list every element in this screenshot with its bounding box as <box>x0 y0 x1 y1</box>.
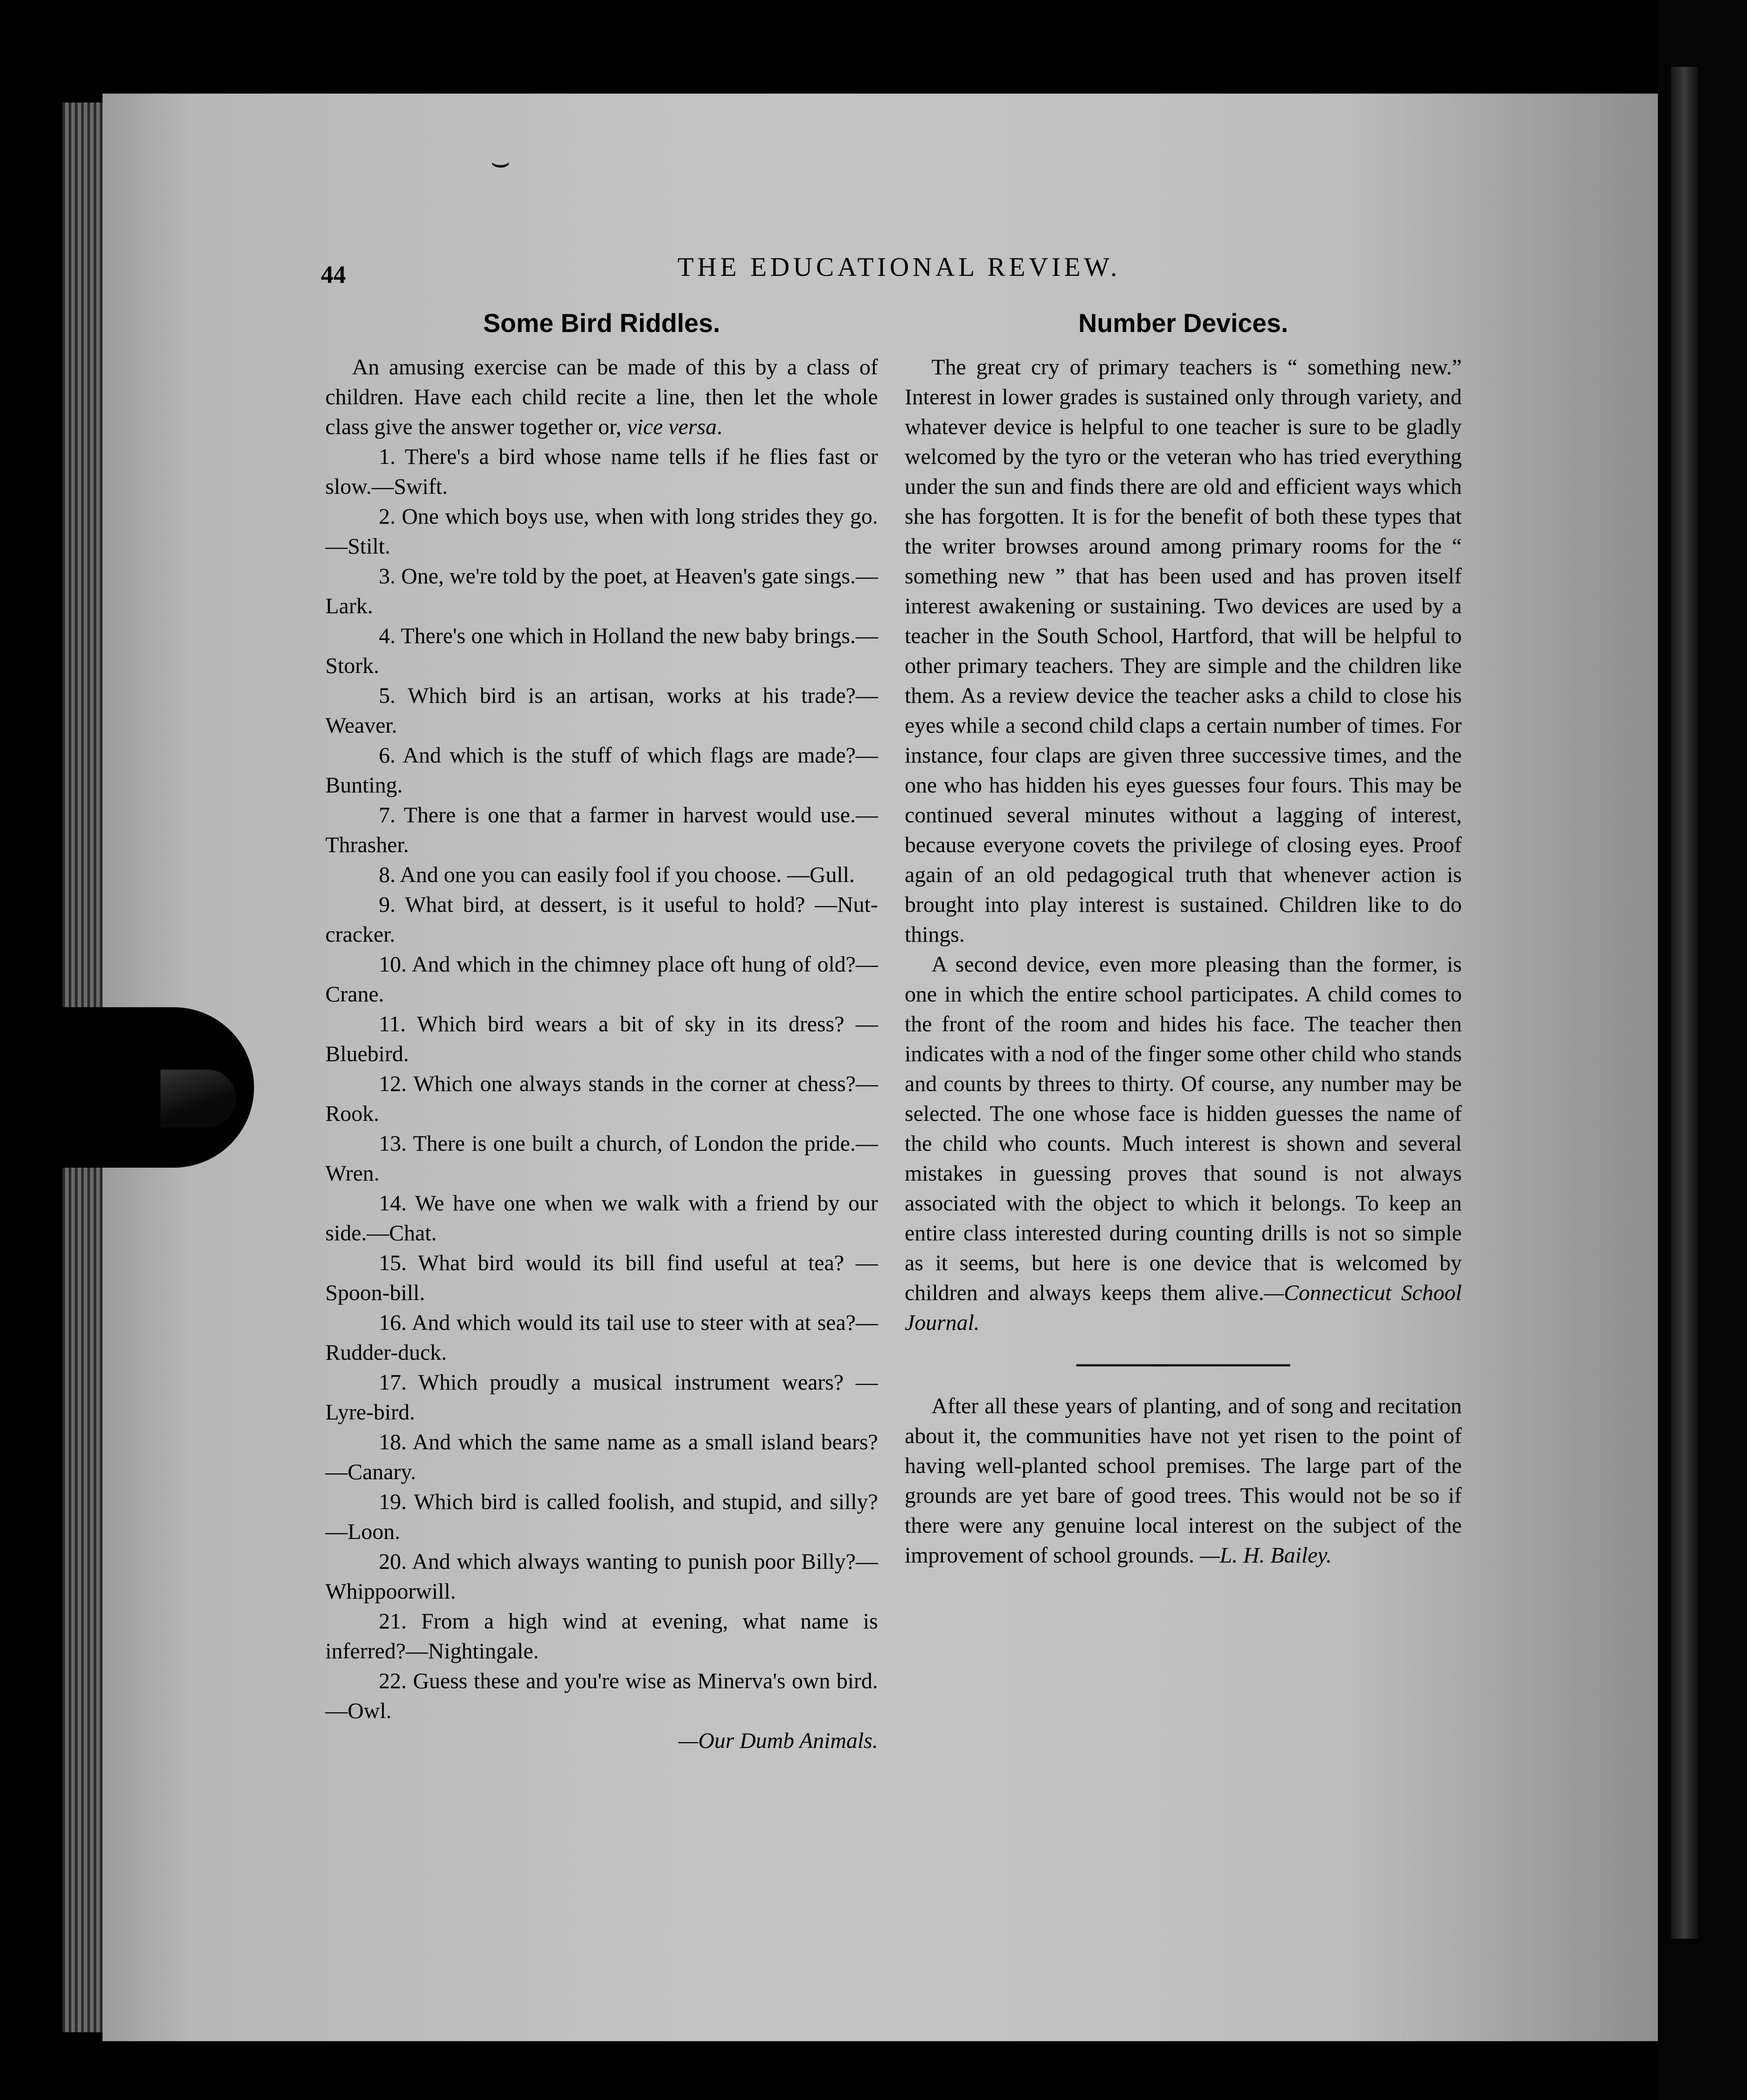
riddle-item <box>325 681 878 740</box>
riddle-text: Which bird is called foolish, and stupid, and silly?—Loon. <box>325 1489 878 1544</box>
riddle-number: 8. <box>379 862 396 887</box>
article-paragraph <box>905 949 1462 1337</box>
riddle-item <box>325 621 878 681</box>
article-title: Some Bird Riddles. <box>483 309 720 338</box>
next-page-edge <box>1671 67 1698 1939</box>
riddle-text: Which one always stands in the corner at chess?—Rook. <box>325 1071 878 1126</box>
riddle-number: 12. <box>379 1071 407 1096</box>
riddle-text: One which boys use, when with long strides they go.—Stilt. <box>325 504 878 558</box>
riddle-number: 10. <box>379 952 407 976</box>
riddle-text: Which bird wears a bit of sky in its dress? —Bluebird. <box>325 1011 878 1066</box>
riddle-text: There is one built a church, of London the pride.—Wren. <box>325 1131 878 1185</box>
riddle-item <box>325 740 878 800</box>
right-page-gutter <box>1658 0 1747 2100</box>
bird-riddles-article <box>325 308 878 1755</box>
riddle-item <box>325 1069 878 1128</box>
riddle-number: 4. <box>379 623 396 648</box>
riddle-number: 6. <box>379 742 396 767</box>
riddle-text: Which bird is an artisan, works at his trade?—Weaver. <box>325 683 878 738</box>
riddle-text: One, we're told by the poet, at Heaven's gate sings.—Lark. <box>325 563 878 618</box>
riddle-item <box>325 860 878 890</box>
riddle-list <box>325 442 878 1726</box>
article-title: Number Devices. <box>1078 309 1288 338</box>
closing-note-text: After all these years of planting, and of song and recitation about it, the communities have not yet risen to the point of having well-planted school premises. The large part of the grounds are yet bare of good trees. This would not be so if there were any genuine local interest on the subject of the improvement of school grounds. <box>905 1393 1462 1567</box>
number-devices-article <box>905 308 1462 1570</box>
riddle-number: 16. <box>379 1310 407 1335</box>
riddle-number: 15. <box>379 1250 407 1275</box>
intro-text: An amusing exercise can be made of this by a class of children. Have each child recite a line, then let the whole class give the answer together or, <box>325 354 878 439</box>
riddle-item <box>325 1128 878 1188</box>
riddle-text: And which always wanting to punish poor Billy?—Whippoorwill. <box>325 1549 878 1604</box>
article-source: —Connecticut School Journal. <box>905 1280 1462 1335</box>
riddle-item <box>325 890 878 949</box>
riddle-number: 22. <box>379 1668 407 1693</box>
riddle-item <box>325 1009 878 1069</box>
closing-note-source: —L. H. Bailey. <box>1200 1542 1332 1567</box>
riddle-text: And which would its tail use to steer with at sea?—Rudder-duck. <box>325 1310 878 1365</box>
riddle-text: There's a bird whose name tells if he flies fast or slow.—Swift. <box>325 444 878 499</box>
riddle-number: 9. <box>379 892 396 917</box>
riddle-number: 20. <box>379 1549 407 1574</box>
riddle-item <box>325 1367 878 1427</box>
riddle-number: 18. <box>379 1429 407 1454</box>
riddle-item <box>325 442 878 501</box>
riddle-item <box>325 1606 878 1666</box>
riddle-number: 17. <box>379 1370 407 1395</box>
riddle-text: Guess these and you're wise as Minerva's own bird.—Owl. <box>325 1668 878 1723</box>
riddle-text: There's one which in Holland the new baby brings.—Stork. <box>325 623 878 678</box>
riddle-number: 2. <box>379 504 396 529</box>
riddle-number: 14. <box>379 1190 407 1215</box>
riddle-text: There is one that a farmer in harvest would use.—Thrasher. <box>325 802 878 857</box>
riddle-item <box>325 1427 878 1487</box>
riddle-text: And which the same name as a small island bears?—Canary. <box>325 1429 878 1484</box>
riddle-text: From a high wind at evening, what name is inferred?—Nightingale. <box>325 1608 878 1663</box>
riddle-number: 19. <box>379 1489 407 1514</box>
riddle-number: 1. <box>379 444 396 469</box>
riddle-text: We have one when we walk with a friend by our side.—Chat. <box>325 1190 878 1245</box>
riddle-number: 21. <box>379 1608 407 1633</box>
riddle-text: Which proudly a musical instrument wears? —Lyre-bird. <box>325 1370 878 1424</box>
closing-note <box>905 1391 1462 1570</box>
riddle-text: What bird would its bill find useful at tea? —Spoon-bill. <box>325 1250 878 1305</box>
intro-end: . <box>717 414 722 439</box>
riddle-number: 5. <box>379 683 396 708</box>
riddle-item <box>325 800 878 860</box>
riddle-number: 11. <box>379 1011 406 1036</box>
article-paragraph: The great cry of primary teachers is “ something new.” Interest in lower grades is sustained only through variety, and whatever device is helpful to one teacher is sure to be gladly welcomed by the tyro or the veteran who has tried everything under the sun and finds there are old and efficient ways which she has forgotten. It is for the benefit of both these types that the writer browses around among primary rooms for the “ something new ” that has been used and has proven itself interest awakening or sustaining. Two devices are used by a teacher in the South School, Hartford, that will be helpful to other primary teachers. They are simple and the children like them. As a review device the teacher asks a child to close his eyes while a second child claps a certain number of times. For instance, four claps are given three successive times, and the one who has hidden his eyes guesses four fours. This may be continued several minutes without a lagging of interest, because everyone covets the privilege of closing eyes. Proof again of an old pedagogical truth that whenever action is brought into play interest is sustained. Children like to do things. <box>905 354 1462 947</box>
journal-title: THE EDUCATIONAL REVIEW. <box>677 252 1121 282</box>
paragraph-text: A second device, even more pleasing than the former, is one in which the entire school participates. A child comes to the front of the room and hides his face. The teacher then indicates with a nod of the finger some other child who stands and counts by threes to thirty. Of course, any number may be selected. The one whose face is hidden guesses the name of the child who counts. Much interest is shown and several mistakes in guessing proves that sound is not always associated with the object to which it belongs. To keep an entire class interested during counting drills is not so simple as it seems, but here is one device that is welcomed by children and always keeps them alive. <box>905 952 1462 1305</box>
riddle-text: And which in the chimney place oft hung of old?—Crane. <box>325 952 878 1006</box>
riddle-item <box>325 1308 878 1367</box>
riddle-item <box>325 501 878 561</box>
running-head <box>321 247 1480 287</box>
riddle-number: 13. <box>379 1131 407 1156</box>
riddle-text: What bird, at dessert, is it useful to hold? —Nut-cracker. <box>325 892 878 947</box>
page-number: 44 <box>321 261 346 289</box>
riddle-item <box>325 1248 878 1308</box>
riddle-number: 3. <box>379 563 396 588</box>
thumb-highlight <box>160 1070 236 1128</box>
riddle-item <box>325 949 878 1009</box>
riddle-number: 7. <box>379 802 396 827</box>
riddle-text: And which is the stuff of which flags are made?—Bunting. <box>325 742 878 797</box>
riddle-item <box>325 561 878 621</box>
pencil-mark: ⌣ <box>490 145 511 180</box>
riddle-item <box>325 1487 878 1546</box>
article-source: —Our Dumb Animals. <box>678 1728 878 1753</box>
intro-italic: vice versa <box>627 414 717 439</box>
section-divider <box>1076 1364 1290 1366</box>
riddle-item <box>325 1546 878 1606</box>
article-intro <box>325 352 878 442</box>
riddle-item <box>325 1666 878 1726</box>
riddle-text: And one you can easily fool if you choose. —Gull. <box>400 862 855 887</box>
riddle-item <box>325 1188 878 1248</box>
